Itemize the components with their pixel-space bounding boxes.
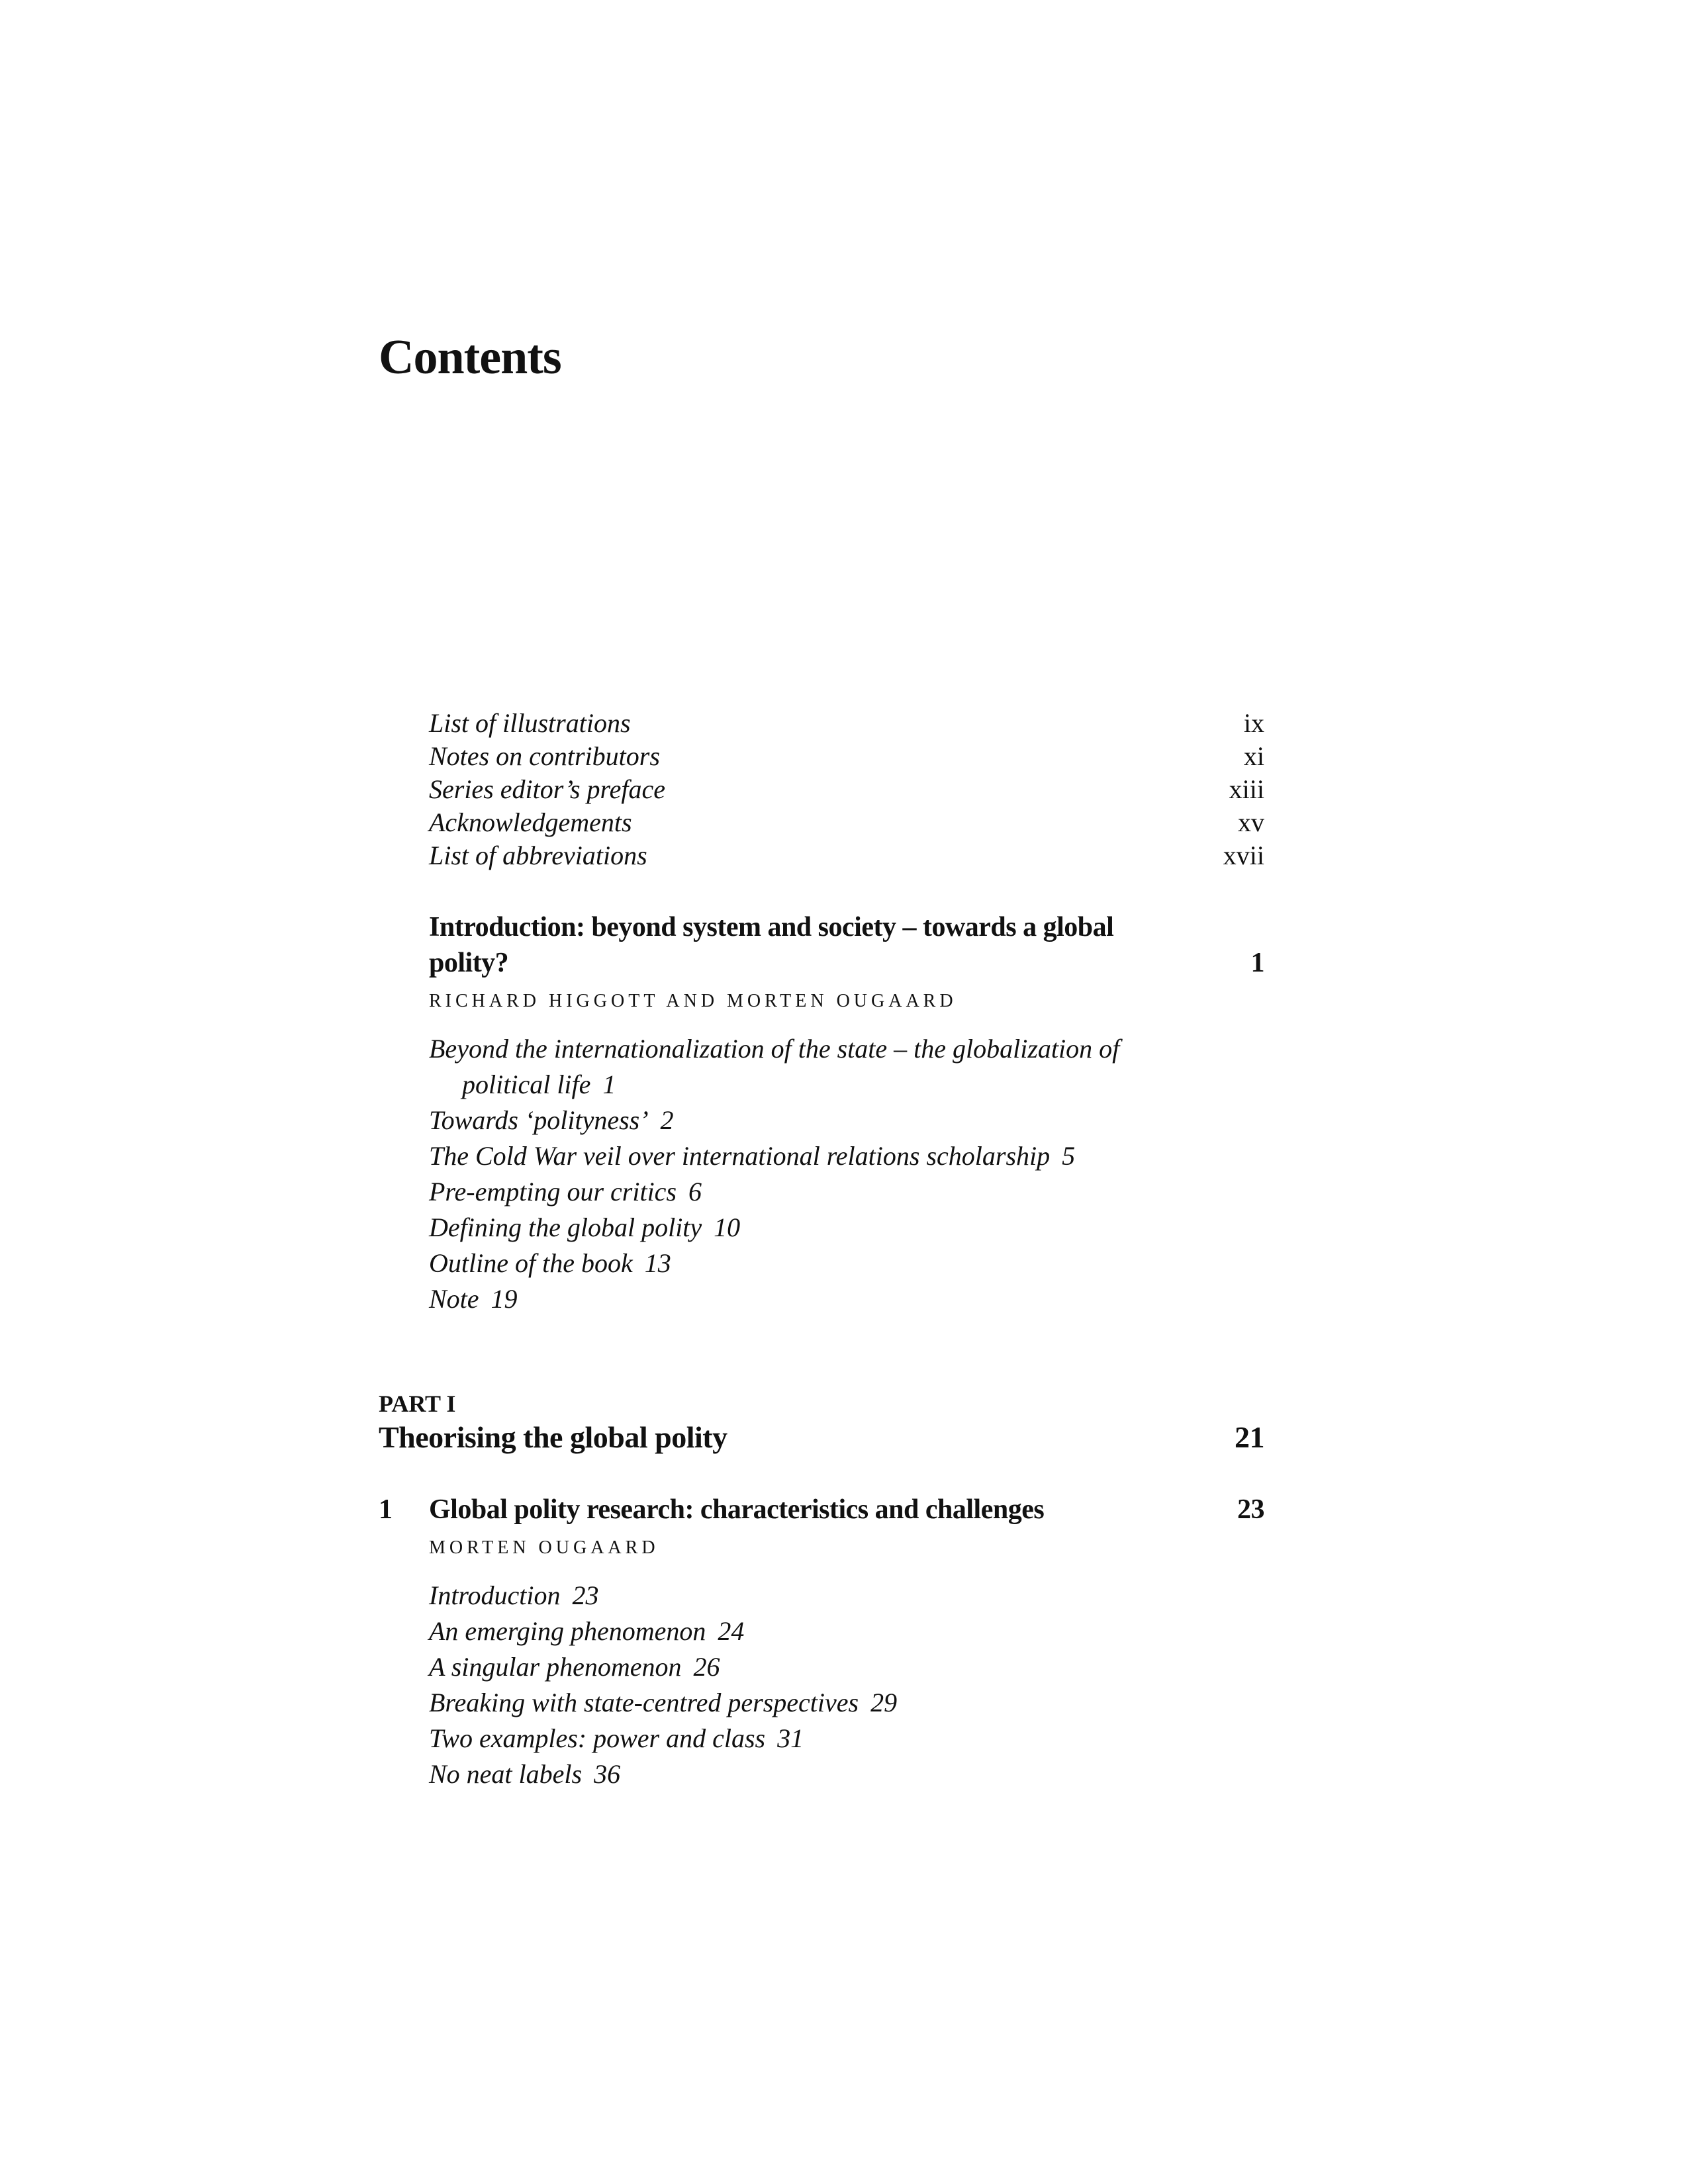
toc-entry-page: ix — [1243, 708, 1264, 738]
section-item — [429, 1578, 1264, 1614]
introduction-title — [429, 909, 1264, 981]
section-page: 31 — [777, 1723, 804, 1753]
section-item — [429, 1138, 1264, 1174]
section-title: Note — [429, 1284, 479, 1314]
toc-entry-page: xvii — [1223, 841, 1264, 870]
section-title: Outline of the book — [429, 1248, 633, 1278]
toc-entry-title: Series editor’s preface — [429, 774, 665, 804]
section-title: An emerging phenomenon — [429, 1616, 706, 1646]
section-title: Two examples: power and class — [429, 1723, 766, 1753]
chapter-entry — [379, 1492, 1264, 1792]
toc-entry — [429, 707, 1264, 740]
introduction-title-line: polity? — [429, 948, 509, 978]
chapter-page: 23 — [1237, 1494, 1264, 1525]
chapter-sections — [429, 1578, 1264, 1792]
page-title: Contents — [379, 330, 561, 385]
section-title: Pre-empting our critics — [429, 1177, 677, 1206]
section-item — [429, 1031, 1264, 1067]
toc-entry — [429, 839, 1264, 872]
section-page: 19 — [491, 1284, 518, 1314]
section-item — [429, 1685, 1264, 1721]
part-page: 21 — [1235, 1420, 1264, 1454]
section-item — [429, 1174, 1264, 1210]
section-title: political life — [462, 1069, 591, 1099]
section-title: Breaking with state-centred perspectives — [429, 1688, 859, 1717]
toc-entry-page: xv — [1238, 807, 1264, 837]
section-page: 5 — [1062, 1141, 1076, 1171]
chapter-author: MORTEN OUGAARD — [429, 1537, 659, 1558]
part-label: PART I — [379, 1390, 456, 1417]
section-title: Beyond the internationalization of the state – the globalization of — [429, 1034, 1120, 1064]
introduction-page: 1 — [1250, 948, 1264, 978]
introduction-title-line: Introduction: beyond system and society – towards a global — [429, 912, 1114, 942]
part-heading — [379, 1388, 1264, 1456]
chapter-title: Global polity research: characteristics and challenges — [429, 1494, 1045, 1525]
toc-entry-title: Acknowledgements — [429, 807, 632, 837]
section-page: 1 — [602, 1069, 616, 1099]
section-item — [429, 1103, 1264, 1138]
section-page: 36 — [594, 1759, 621, 1789]
section-page: 13 — [644, 1248, 671, 1278]
section-item — [429, 1281, 1264, 1317]
section-item — [429, 1210, 1264, 1246]
toc-entry — [429, 806, 1264, 839]
section-title: A singular phenomenon — [429, 1652, 682, 1682]
section-title: Introduction — [429, 1580, 561, 1610]
introduction-entry — [429, 909, 1264, 1317]
introduction-authors: RICHARD HIGGOTT AND MORTEN OUGAARD — [429, 991, 957, 1011]
section-title: Defining the global polity — [429, 1212, 702, 1242]
section-item — [429, 1246, 1264, 1281]
section-page: 10 — [714, 1212, 741, 1242]
chapter-number: 1 — [379, 1494, 393, 1525]
section-item — [429, 1721, 1264, 1756]
section-page: 29 — [870, 1688, 898, 1717]
section-title: Towards ‘polityness’ — [429, 1105, 649, 1135]
toc-entry — [429, 740, 1264, 773]
section-title: No neat labels — [429, 1759, 583, 1789]
toc-entry-title: Notes on contributors — [429, 741, 660, 771]
section-item — [429, 1756, 1264, 1792]
section-page: 23 — [572, 1580, 599, 1610]
prelim-list — [429, 707, 1264, 872]
toc-entry — [429, 773, 1264, 806]
part-title: Theorising the global polity — [379, 1420, 727, 1454]
introduction-sections — [429, 1031, 1264, 1317]
section-item — [429, 1649, 1264, 1685]
toc-entry-page: xiii — [1229, 774, 1264, 804]
section-page: 2 — [660, 1105, 674, 1135]
section-item — [429, 1614, 1264, 1649]
section-title: The Cold War veil over international relations scholarship — [429, 1141, 1051, 1171]
toc-entry-title: List of illustrations — [429, 708, 631, 738]
section-page: 26 — [693, 1652, 720, 1682]
toc-entry-page: xi — [1243, 741, 1264, 771]
section-page: 24 — [718, 1616, 745, 1646]
section-item — [429, 1067, 1264, 1103]
toc-entry-title: List of abbreviations — [429, 841, 647, 870]
section-page: 6 — [688, 1177, 702, 1206]
